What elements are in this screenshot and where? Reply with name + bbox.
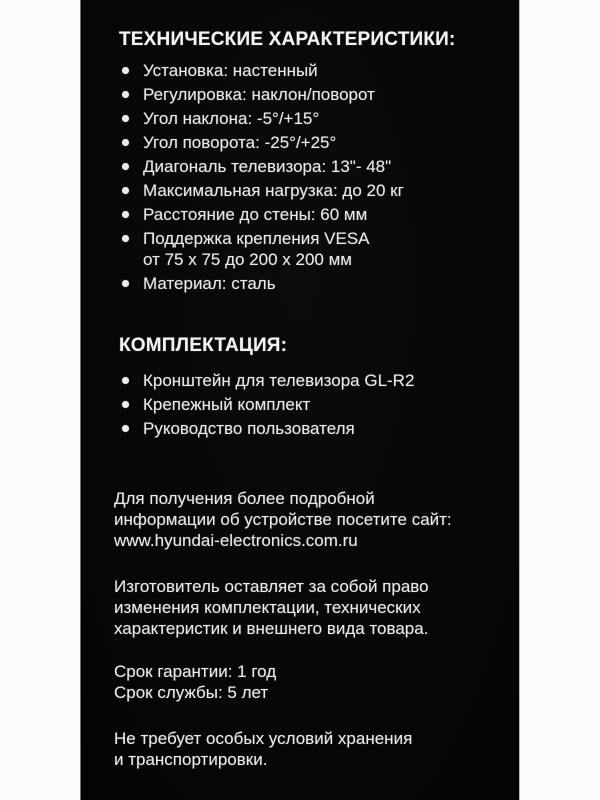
spec-item	[114, 273, 501, 294]
spec-item-text: Поддержка крепления VESA	[143, 229, 370, 248]
package-section-title: КОМПЛЕКТАЦИЯ:	[119, 335, 288, 356]
spec-item-text: Материал: сталь	[143, 274, 276, 293]
spec-item-text: Регулировка: наклон/поворот	[143, 85, 375, 104]
spec-item	[114, 132, 501, 153]
specs-section-title: ТЕХНИЧЕСКИЕ ХАРАКТЕРИСТИКИ:	[119, 29, 456, 50]
bullet-icon	[122, 67, 129, 74]
spec-item	[114, 228, 501, 270]
package-item	[114, 418, 501, 439]
website-info-paragraph	[114, 488, 501, 551]
storage-paragraph	[114, 728, 501, 770]
spec-item-text: Расстояние до стены: 60 мм	[143, 205, 368, 224]
package-item	[114, 394, 501, 415]
package-list	[114, 370, 501, 439]
spec-item	[114, 84, 501, 105]
package-item-text: Руководство пользователя	[143, 419, 355, 438]
website-info-line: Для получения более подробной	[114, 489, 375, 508]
warranty-paragraph	[114, 661, 501, 703]
spec-item	[114, 204, 501, 225]
warranty-term-line: Срок гарантии: 1 год	[114, 662, 277, 681]
disclaimer-line: изменения комплектации, технических	[114, 598, 421, 617]
spec-item-text: Угол поворота: -25°/+25°	[143, 133, 337, 152]
disclaimer-line: характеристик и внешнего вида товара.	[114, 619, 429, 638]
spec-item-text: Диагональ телевизора: 13"- 48"	[143, 157, 392, 176]
specs-list	[114, 60, 501, 294]
package-item	[114, 370, 501, 391]
bullet-icon	[122, 91, 129, 98]
website-url-text: www.hyundai-electronics.com.ru	[114, 531, 358, 550]
black-packaging-panel	[80, 0, 520, 800]
website-info-line: информации об устройстве посетите сайт:	[114, 510, 452, 529]
bullet-icon	[122, 115, 129, 122]
bullet-icon	[122, 211, 129, 218]
bullet-icon	[122, 377, 129, 384]
spec-item	[114, 180, 501, 201]
package-item-text: Крепежный комплект	[143, 395, 311, 414]
disclaimer-paragraph	[114, 576, 501, 639]
bullet-icon	[122, 280, 129, 287]
footer-notes	[114, 488, 501, 770]
spec-item-text: Угол наклона: -5°/+15°	[143, 109, 320, 128]
spec-item-text: Максимальная нагрузка: до 20 кг	[143, 181, 404, 200]
spec-item-text: Установка: настенный	[143, 61, 318, 80]
spec-item-text-line2: от 75 х 75 до 200 х 200 мм	[143, 250, 352, 269]
bullet-icon	[122, 187, 129, 194]
bullet-icon	[122, 401, 129, 408]
disclaimer-line: Изготовитель оставляет за собой право	[114, 577, 429, 596]
bullet-icon	[122, 163, 129, 170]
panel-content	[81, 0, 519, 770]
service-life-line: Срок службы: 5 лет	[114, 683, 269, 702]
spec-item	[114, 60, 501, 81]
bullet-icon	[122, 139, 129, 146]
bullet-icon	[122, 425, 129, 432]
spec-item	[114, 108, 501, 129]
storage-line: и транспортировки.	[114, 750, 268, 769]
spec-item	[114, 156, 501, 177]
bullet-icon	[122, 235, 129, 242]
package-item-text: Кронштейн для телевизора GL-R2	[143, 371, 415, 390]
storage-line: Не требует особых условий хранения	[114, 729, 413, 748]
